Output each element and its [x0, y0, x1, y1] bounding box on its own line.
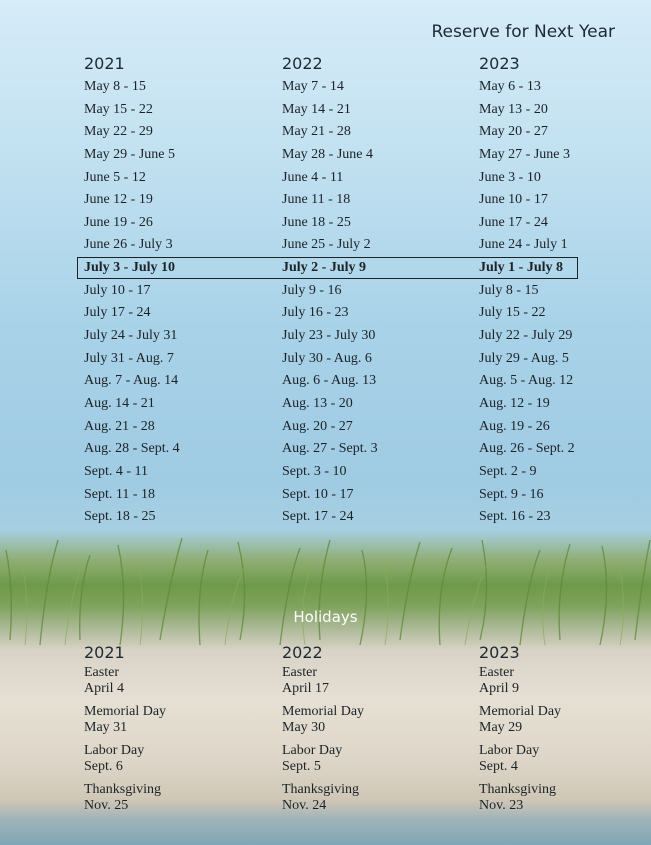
holiday-item [84, 743, 284, 775]
week-row: May 29 - June 5 [84, 146, 175, 162]
holiday-date: May 31 [84, 720, 128, 735]
week-row: May 22 - 29 [84, 124, 153, 140]
holiday-year-heading: 2023 [479, 643, 520, 662]
week-row: Sept. 18 - 25 [84, 509, 156, 525]
year-heading: 2021 [84, 54, 125, 73]
holiday-name: Thanksgiving [84, 782, 161, 797]
dune-grass-background [0, 520, 651, 650]
week-row: Sept. 10 - 17 [282, 486, 354, 502]
week-row: June 18 - 25 [282, 214, 351, 230]
week-row: May 13 - 20 [479, 101, 548, 117]
week-row: July 23 - July 30 [282, 328, 376, 344]
holiday-item [84, 665, 284, 697]
week-row: May 28 - June 4 [282, 146, 373, 162]
highlighted-week-row: July 3 - July 10 [84, 260, 176, 276]
week-column-2022 [282, 52, 482, 529]
week-row: July 24 - July 31 [84, 328, 178, 344]
week-row: Sept. 11 - 18 [84, 486, 156, 502]
week-row: May 21 - 28 [282, 124, 351, 140]
week-row: Aug. 6 - Aug. 13 [282, 373, 377, 389]
week-row: July 9 - 16 [282, 282, 342, 298]
holiday-date: April 4 [84, 681, 125, 696]
week-row: Sept. 4 - 11 [84, 463, 149, 479]
holiday-name: Memorial Day [84, 704, 167, 719]
week-row: July 15 - 22 [479, 305, 546, 321]
holiday-name: Labor Day [84, 743, 145, 758]
holiday-name: Thanksgiving [479, 782, 556, 797]
week-row: June 5 - 12 [84, 169, 146, 185]
page-title: Reserve for Next Year [431, 22, 615, 42]
week-row: Sept. 2 - 9 [479, 463, 537, 479]
holiday-item [479, 665, 651, 697]
holiday-date: Nov. 23 [479, 798, 524, 813]
week-row: July 10 - 17 [84, 282, 151, 298]
week-row: July 31 - Aug. 7 [84, 350, 174, 366]
holiday-date: Sept. 4 [479, 759, 518, 774]
week-row: May 8 - 15 [84, 79, 146, 94]
week-row: July 29 - Aug. 5 [479, 350, 569, 366]
holiday-item [282, 743, 482, 775]
holiday-date: Nov. 24 [282, 798, 327, 813]
holiday-date: April 17 [282, 681, 330, 696]
holiday-name: Easter [84, 665, 119, 680]
week-row: June 17 - 24 [479, 214, 548, 230]
holiday-column-2022 [282, 641, 482, 821]
week-row: Sept. 16 - 23 [479, 509, 551, 525]
week-column-2023 [479, 52, 651, 529]
week-row: July 16 - 23 [282, 305, 349, 321]
week-row: June 24 - July 1 [479, 237, 568, 253]
holiday-date: April 9 [479, 681, 520, 696]
week-row: Aug. 20 - 27 [282, 418, 353, 434]
week-row: Aug. 28 - Sept. 4 [84, 441, 180, 457]
year-heading: 2023 [479, 54, 520, 73]
highlighted-week-row: July 2 - July 9 [282, 260, 367, 276]
week-row: May 27 - June 3 [479, 146, 570, 162]
holiday-name: Labor Day [479, 743, 540, 758]
week-row: June 12 - 19 [84, 192, 153, 208]
holiday-item [479, 704, 651, 736]
week-row: July 17 - 24 [84, 305, 151, 321]
week-row: Aug. 13 - 20 [282, 395, 353, 411]
week-row: Sept. 3 - 10 [282, 463, 347, 479]
week-row: Aug. 26 - Sept. 2 [479, 441, 575, 457]
week-row: June 19 - 26 [84, 214, 153, 230]
holiday-name: Memorial Day [282, 704, 365, 719]
holiday-date: Nov. 25 [84, 798, 129, 813]
week-row: May 14 - 21 [282, 101, 351, 117]
holiday-item [479, 782, 651, 814]
holiday-date: May 30 [282, 720, 326, 735]
holidays-title: Holidays [293, 608, 358, 626]
holiday-date: May 29 [479, 720, 523, 735]
week-column-2021 [84, 52, 284, 529]
week-row: July 8 - 15 [479, 282, 539, 298]
year-heading: 2022 [282, 54, 323, 73]
week-row: May 6 - 13 [479, 79, 541, 94]
week-row: June 3 - 10 [479, 169, 541, 185]
holiday-item [282, 665, 482, 697]
week-row: Aug. 14 - 21 [84, 395, 155, 411]
week-row: Sept. 17 - 24 [282, 509, 354, 525]
highlighted-week-row: July 1 - July 8 [479, 260, 564, 276]
holiday-column-2021 [84, 641, 284, 821]
week-row: June 4 - 11 [282, 169, 344, 185]
week-row: June 11 - 18 [282, 192, 351, 208]
week-row: June 26 - July 3 [84, 237, 173, 253]
holiday-item [84, 782, 284, 814]
holiday-item [84, 704, 284, 736]
week-row: May 15 - 22 [84, 101, 153, 117]
week-row: Aug. 7 - Aug. 14 [84, 373, 179, 389]
week-row: June 25 - July 2 [282, 237, 371, 253]
holiday-year-heading: 2022 [282, 643, 323, 662]
holiday-name: Easter [479, 665, 514, 680]
week-row: July 22 - July 29 [479, 328, 573, 344]
holiday-date: Sept. 5 [282, 759, 321, 774]
week-row: June 10 - 17 [479, 192, 548, 208]
holiday-name: Thanksgiving [282, 782, 359, 797]
holiday-name: Memorial Day [479, 704, 562, 719]
week-row: Aug. 12 - 19 [479, 395, 550, 411]
week-row: Aug. 27 - Sept. 3 [282, 441, 378, 457]
holiday-item [282, 782, 482, 814]
holiday-name: Easter [282, 665, 317, 680]
week-row: Aug. 21 - 28 [84, 418, 155, 434]
holiday-name: Labor Day [282, 743, 343, 758]
holiday-item [282, 704, 482, 736]
week-row: Aug. 5 - Aug. 12 [479, 373, 574, 389]
week-row: July 30 - Aug. 6 [282, 350, 372, 366]
holiday-year-heading: 2021 [84, 643, 125, 662]
week-row: May 7 - 14 [282, 79, 344, 94]
holiday-item [479, 743, 651, 775]
week-row: May 20 - 27 [479, 124, 548, 140]
week-row: Aug. 19 - 26 [479, 418, 550, 434]
holiday-column-2023 [479, 641, 651, 821]
week-row: Sept. 9 - 16 [479, 486, 544, 502]
holiday-date: Sept. 6 [84, 759, 123, 774]
